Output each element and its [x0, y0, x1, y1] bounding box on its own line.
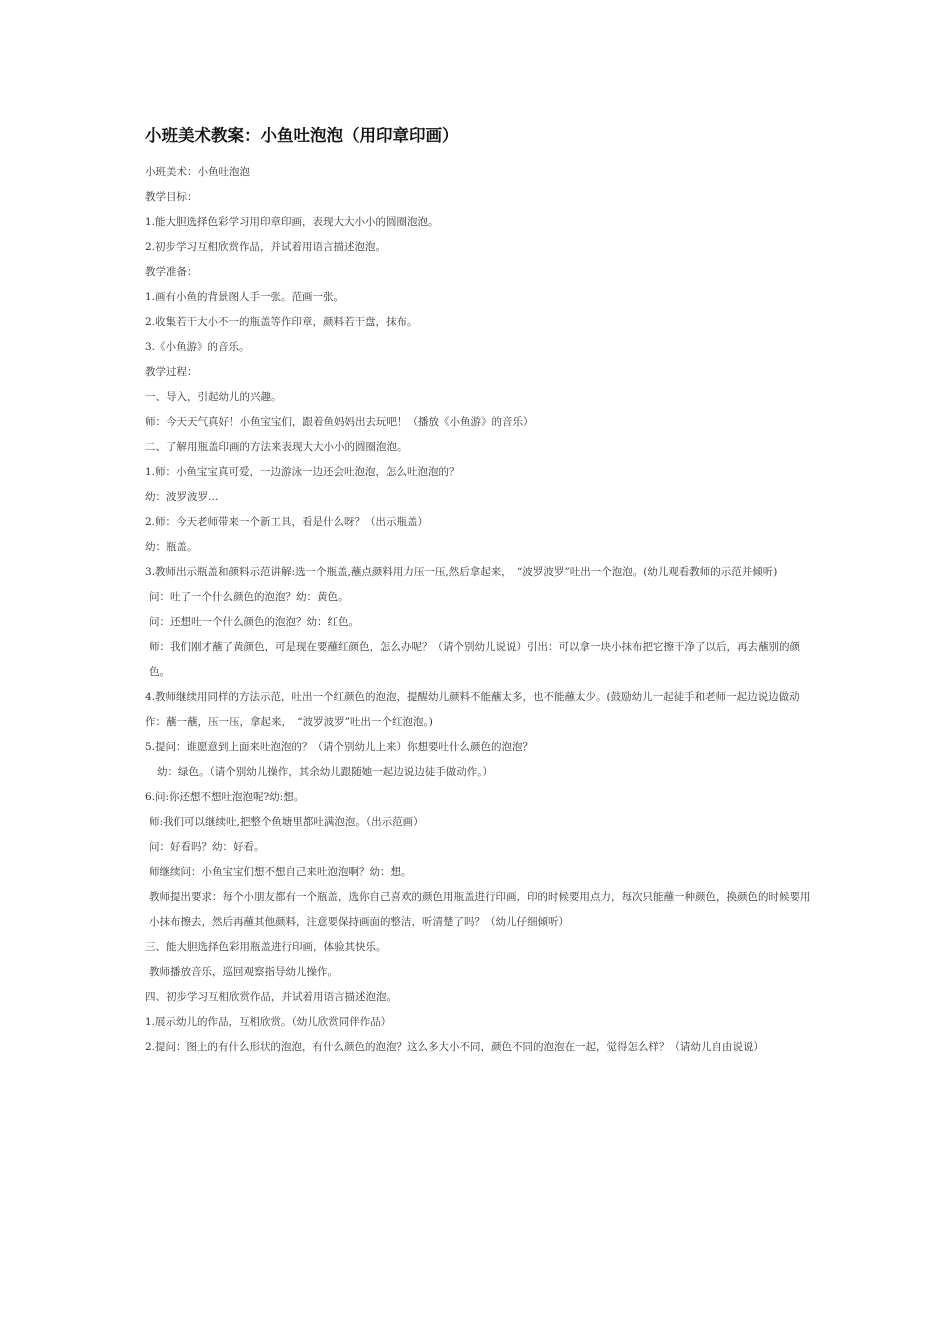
- document-body: [145, 160, 813, 1060]
- paragraph-question-3: 问：好看吗？幼：好看。: [149, 841, 265, 853]
- paragraph-appreciate-1: 1.展示幼儿的作品，互相欣赏。（幼儿欣赏同伴作品）: [145, 1016, 392, 1028]
- heading-teaching-process: 教学过程：: [145, 366, 198, 378]
- paragraph-child-reply-3: 幼：绿色。（请个别幼儿操作，其余幼儿跟随她一起边说边徒手做动作。）: [157, 766, 493, 778]
- paragraph-question-1: 问：吐了一个什么颜色的泡泡？幼：黄色。: [149, 591, 349, 603]
- paragraph-step-3: 三、能大胆选择色彩用瓶盖进行印画，体验其快乐。: [145, 941, 387, 953]
- paragraph-teacher-ask: 师继续问：小鱼宝宝们想不想自己来吐泡泡啊？幼：想。: [149, 866, 412, 878]
- paragraph-child-reply-2: 幼：瓶盖。: [145, 541, 198, 553]
- paragraph-process-4: 4.教师继续用同样的方法示范，吐出一个红颜色的泡泡，提醒幼儿颜料不能蘸太多，也不能蘸太少。(鼓励幼儿一起徒手和老师一起边说边做动作：蘸一蘸，压一压，拿起来， “波罗波罗”吐出一个红泡泡。): [145, 691, 800, 728]
- paragraph-question-2: 问：还想吐一个什么颜色的泡泡？幼：红色。: [149, 616, 359, 628]
- paragraph-teacher-requirements: 教师提出要求：每个小朋友都有一个瓶盖，选你自己喜欢的颜色用瓶盖进行印画，印的时候要用点力，每次只能蘸一种颜色，换颜色的时候要用小抹布擦去，然后再蘸其他颜料，注意要保持画面的整洁，听清楚了吗？（幼儿仔细倾听）: [149, 891, 811, 928]
- paragraph-process-5: 5.提问：谁愿意到上面来吐泡泡的？（请个别幼儿上来）你想要吐什么颜色的泡泡？: [145, 741, 534, 753]
- paragraph-teacher-intro: 师：今天天气真好！小鱼宝宝们，跟着鱼妈妈出去玩吧！（播放《小鱼游》的音乐）: [145, 416, 534, 428]
- paragraph-step-4: 四、初步学习互相欣赏作品，并试着用语言描述泡泡。: [145, 991, 397, 1003]
- paragraph-process-6: 6.问:你还想不想吐泡泡呢?幼:想。: [145, 791, 305, 803]
- paragraph-prep-2: 2.收集若干大小不一的瓶盖等作印章，颜料若干盘，抹布。: [145, 316, 418, 328]
- paragraph-goal-1: 1.能大胆选择色彩学习用印章印画，表现大大小小的圆圈泡泡。: [145, 216, 439, 228]
- paragraph-process-1: 1.师：小鱼宝宝真可爱，一边游泳一边还会吐泡泡，怎么吐泡泡的？: [145, 466, 460, 478]
- heading-teaching-goals: 教学目标：: [145, 191, 198, 203]
- paragraph-appreciate-2: 2.提问：图上的有什么形状的泡泡，有什么颜色的泡泡？这么多大小不同，颜色不同的泡泡在一起，觉得怎么样？（请幼儿自由说说）: [145, 1041, 765, 1053]
- paragraph-process-2: 2.师：今天老师带来一个新工具，看是什么呀？（出示瓶盖）: [145, 516, 429, 528]
- paragraph-child-reply-1: 幼：波罗波罗…: [145, 491, 219, 503]
- paragraph-teacher-continue: 师:我们可以继续吐,把整个鱼塘里都吐满泡泡。（出示范画）: [149, 816, 424, 828]
- paragraph-subject: 小班美术：小鱼吐泡泡: [145, 166, 250, 178]
- paragraph-goal-2: 2.初步学习互相欣赏作品，并试着用语言描述泡泡。: [145, 241, 387, 253]
- paragraph-step-2: 二、了解用瓶盖印画的方法来表现大大小小的圆圈泡泡。: [145, 441, 408, 453]
- paragraph-teacher-music: 教师播放音乐，巡回观察指导幼儿操作。: [149, 966, 338, 978]
- document-title: 小班美术教案：小鱼吐泡泡（用印章印画）: [145, 126, 459, 145]
- paragraph-prep-1: 1.画有小鱼的背景图人手一张。范画一张。: [145, 291, 345, 303]
- paragraph-process-3: 3.教师出示瓶盖和颜料示范讲解:选一个瓶盖,蘸点颜料用力压一压,然后拿起来， “波罗波罗”吐出一个泡泡。(幼儿观看教师的示范并倾听): [145, 566, 778, 578]
- paragraph-teacher-cleaning: 师：我们刚才蘸了黄颜色，可是现在要蘸红颜色，怎么办呢？（请个别幼儿说说）引出：可以拿一块小抹布把它擦干净了以后，再去蘸别的颜色。: [149, 641, 800, 678]
- paragraph-prep-3: 3.《小鱼游》的音乐。: [145, 341, 250, 353]
- heading-teaching-preparation: 教学准备：: [145, 266, 198, 278]
- paragraph-step-1: 一、导入，引起幼儿的兴趣。: [145, 391, 282, 403]
